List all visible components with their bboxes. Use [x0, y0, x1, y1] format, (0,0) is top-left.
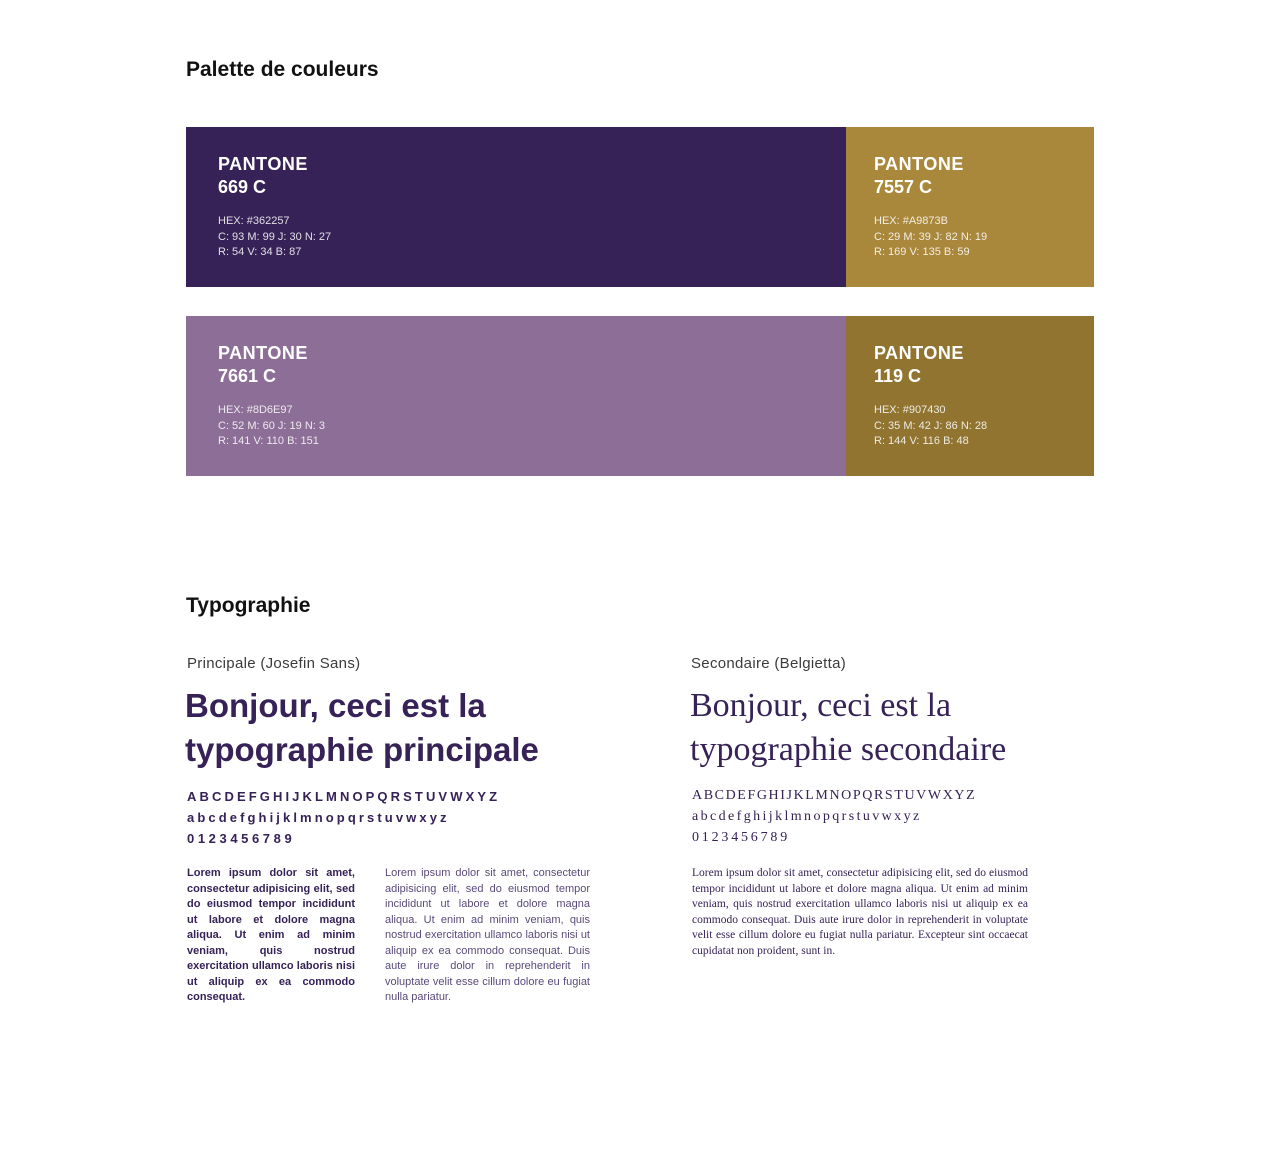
swatch-specs	[874, 403, 1066, 450]
swatch-cmjn: C: 29 M: 39 J: 82 N: 19	[874, 230, 988, 243]
swatch-brand: PANTONE	[218, 154, 308, 174]
swatch-code: 669 C	[218, 177, 267, 197]
swatch-brand: PANTONE	[218, 343, 308, 363]
swatch-rvb: R: 169 V: 135 B: 59	[874, 246, 970, 258]
swatch-code: 7557 C	[874, 177, 933, 197]
palette-section-title: Palette de couleurs	[186, 58, 379, 81]
color-swatch-7557c	[846, 127, 1094, 287]
secondary-character-set	[692, 785, 976, 848]
primary-font-caption: Principale (Josefin Sans)	[187, 655, 361, 672]
swatch-cmjn: C: 93 M: 99 J: 30 N: 27	[218, 230, 332, 243]
swatch-rvb: R: 141 V: 110 B: 151	[218, 435, 319, 447]
typography-section-title: Typographie	[186, 594, 311, 617]
swatch-code: 119 C	[874, 366, 922, 386]
swatch-brand: PANTONE	[874, 154, 964, 174]
swatch-hex: HEX: #8D6E97	[218, 404, 293, 416]
swatch-specs	[218, 214, 814, 261]
swatch-cmjn: C: 52 M: 60 J: 19 N: 3	[218, 419, 325, 432]
color-swatch-7661c	[186, 316, 846, 476]
swatch-specs	[218, 403, 814, 450]
primary-character-set	[187, 786, 500, 849]
swatch-rvb: R: 144 V: 116 B: 48	[874, 435, 969, 447]
swatch-cmjn: C: 35 M: 42 J: 86 N: 28	[874, 419, 988, 432]
secondary-font-caption: Secondaire (Belgietta)	[691, 655, 847, 672]
color-swatch-669c	[186, 127, 846, 287]
primary-sample-heading: Bonjour, ceci est la typographie principale	[185, 687, 539, 768]
swatch-brand: PANTONE	[874, 343, 964, 363]
swatch-hex: HEX: #A9873B	[874, 215, 948, 227]
secondary-sample-paragraph: Lorem ipsum dolor sit amet, consectetur adipisicing elit, sed do eiusmod tempor incididunt ut labore et dolore magna aliqua. Ut enim ad minim veniam, quis nostrud exercitation ullamco laboris nisi ut aliquip ex ea commodo consequat. Duis aute irure dolor in reprehenderit in voluptate velit esse cillum dolore eu fugiat nulla pariatur. Excepteur sint occaecat cupidatat non proident, sunt in.	[692, 867, 1028, 957]
secondary-sample-heading: Bonjour, ceci est la typographie secondaire	[690, 687, 1007, 768]
secondary-digits: 0123456789	[692, 830, 790, 845]
primary-lowercase: abcdefghijklmnopqrstuvwxyz	[187, 810, 450, 825]
secondary-lowercase: abcdefghijklmnopqrstuvwxyz	[692, 809, 922, 824]
color-swatch-119c	[846, 316, 1094, 476]
primary-bold-sample-paragraph: Lorem ipsum dolor sit amet, consectetur adipisicing elit, sed do eiusmod tempor incididunt ut labore et dolore magna aliqua. Ut enim ad minim veniam, quis nostrud exercitation ullamco laboris nisi ut aliquip ex ea commodo consequat.	[187, 867, 355, 1003]
secondary-uppercase: ABCDEFGHIJKLMNOPQRSTUVWXYZ	[692, 788, 977, 803]
swatch-rvb: R: 54 V: 34 B: 87	[218, 246, 302, 258]
swatch-specs	[874, 214, 1066, 261]
swatch-hex: HEX: #907430	[874, 404, 946, 416]
swatch-code: 7661 C	[218, 366, 277, 386]
swatch-hex: HEX: #362257	[218, 215, 290, 227]
primary-digits: 0123456789	[187, 831, 296, 846]
primary-light-sample-paragraph: Lorem ipsum dolor sit amet, consectetur adipisicing elit, sed do eiusmod tempor incididunt ut labore et dolore magna aliqua. Ut enim ad minim veniam, quis nostrud exercitation ullamco laboris nisi ut aliquip ex ea commodo consequat. Duis aute irure dolor in reprehenderit in voluptate velit esse cillum dolore eu fugiat nulla pariatur.	[385, 867, 590, 1003]
primary-uppercase: ABCDEFGHIJKLMNOPQRSTUVWXYZ	[187, 789, 501, 804]
